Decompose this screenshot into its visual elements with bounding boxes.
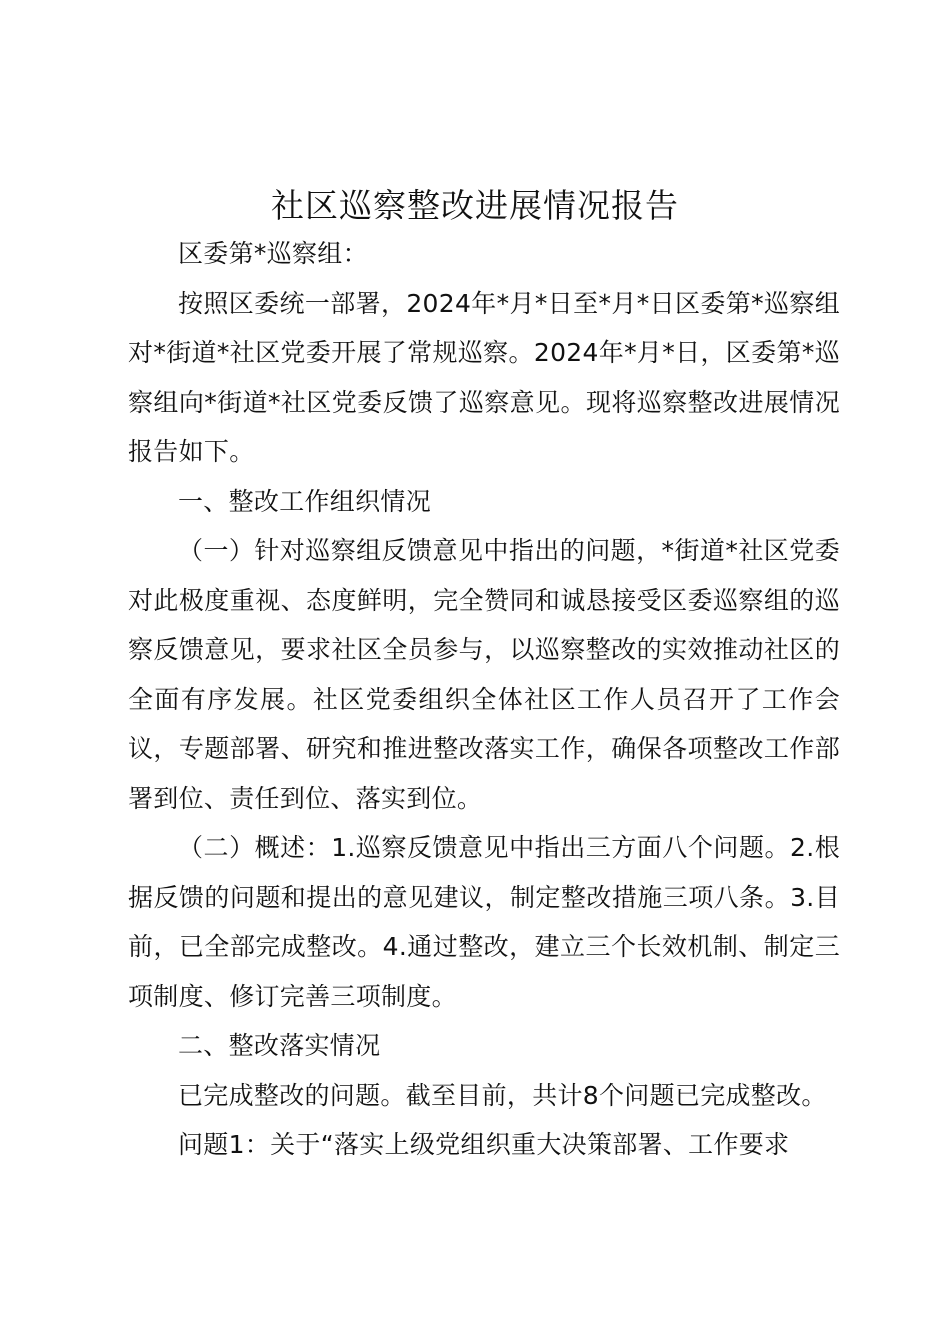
document-body xyxy=(128,229,840,1170)
salutation: 区委第*巡察组： xyxy=(178,239,368,268)
paragraph-subsection-1: （一）针对巡察组反馈意见中指出的问题，*街道*社区党委对此极度重视、态度鲜明，完全赞同和诚恳接受区委巡察组的巡察反馈意见，要求社区全员参与，以巡察整改的实效推动社区的全面有序发展。社区党委组织全体社区工作人员召开了工作会议，专题部署、研究和推进整改落实工作，确保各项整改工作部署到位、责任到位、落实到位。 xyxy=(128,536,840,813)
paragraph-intro: 按照区委统一部署，2024年*月*日至*月*日区委第*巡察组对*街道*社区党委开展了常规巡察。2024年*月*日，区委第*巡察组向*街道*社区党委反馈了巡察意见。现将巡察整改进展情况报告如下。 xyxy=(128,288,840,466)
document-title: 社区巡察整改进展情况报告 xyxy=(271,186,679,225)
paragraph-subsection-2: （二）概述：1.巡察反馈意见中指出三方面八个问题。2.根据反馈的问题和提出的意见建议，制定整改措施三项八条。3.目前，已全部完成整改。4.通过整改，建立三个长效机制、制定三项制度、修订完善三项制度。 xyxy=(128,833,840,1011)
section-heading-1: 一、整改工作组织情况 xyxy=(178,486,432,516)
paragraph-issue-1: 问题1：关于“落实上级党组织重大决策部署、工作要求 xyxy=(178,1130,790,1159)
paragraph-completed-issues: 已完成整改的问题。截至目前，共计8个问题已完成整改。 xyxy=(178,1080,827,1110)
section-heading-2: 二、整改落实情况 xyxy=(178,1031,381,1060)
